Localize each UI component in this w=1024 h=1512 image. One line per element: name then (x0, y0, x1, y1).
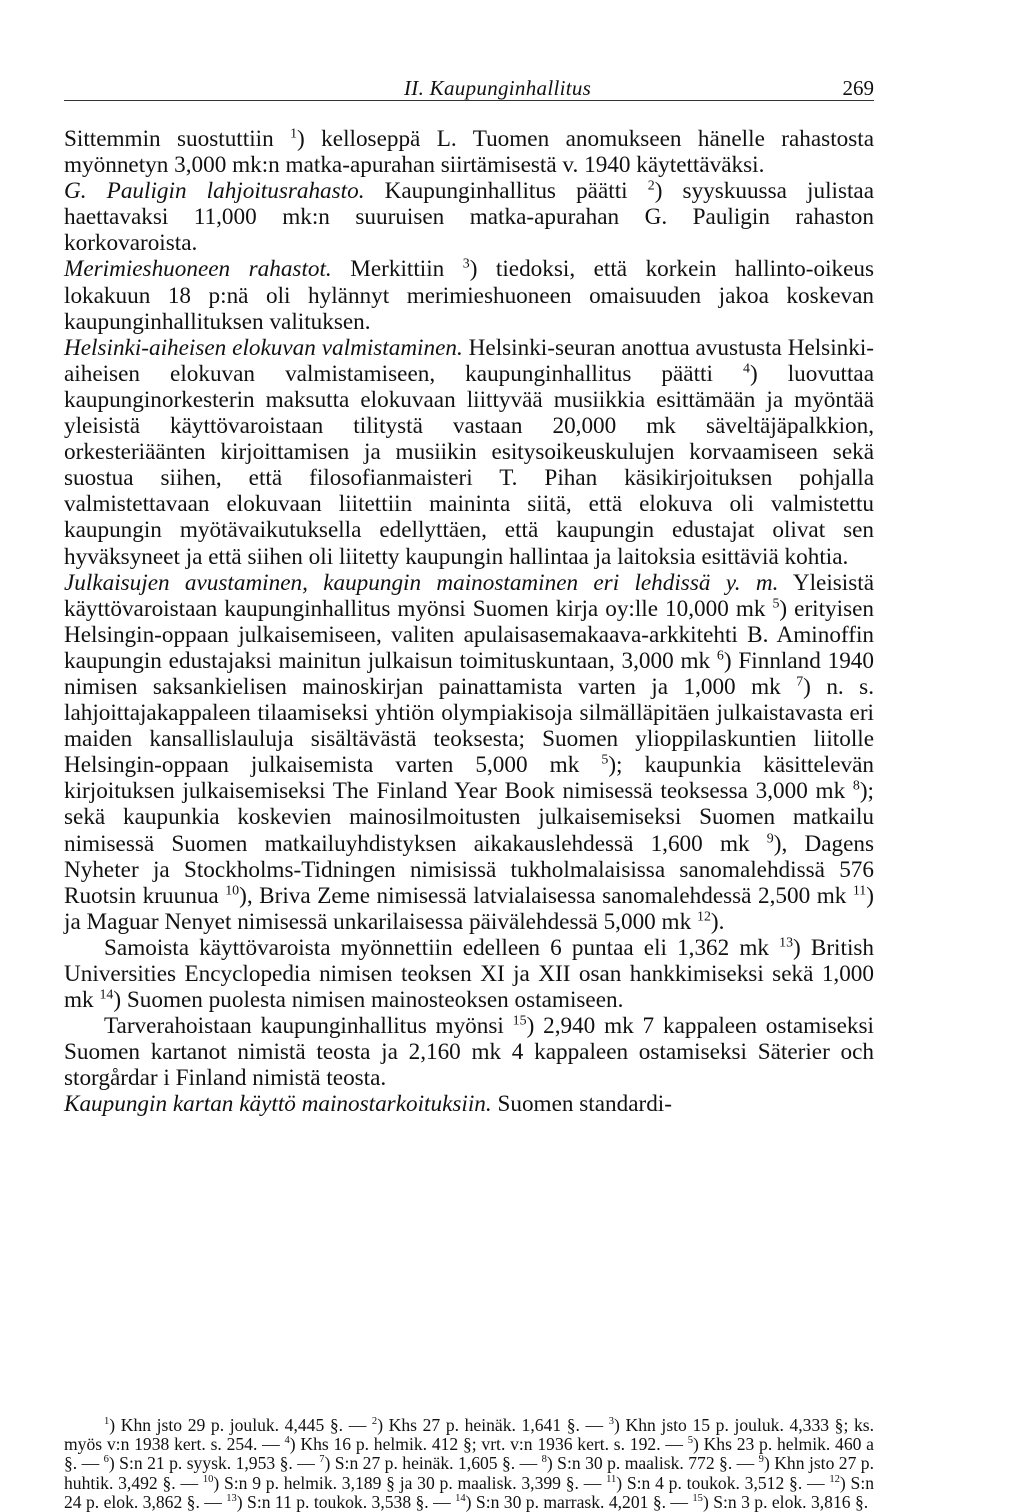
text-run: ) S:n 30 p. maalisk. 772 §. — (546, 1453, 759, 1474)
footnote-ref: 9 (766, 830, 774, 846)
paragraph (64, 935, 874, 1013)
text-run: Tarverahoistaan kaupunginhallitus myönsi (104, 1013, 513, 1040)
text-run: ) Khn jsto 27 p. huhtik. 3,492 §. — (64, 1453, 874, 1493)
footnote-ref: 2 (647, 178, 655, 194)
text-run: ) British Universities Encyclopedia nimisen teoksen XI ja XII osan hankkimiseksi sekä 1,000 mk (64, 934, 875, 1014)
footnote-ref: 3 (462, 256, 470, 272)
text-run: ) S:n 11 p. toukok. 3,538 §. — (236, 1491, 456, 1512)
footnote-ref: 2 (371, 1416, 378, 1428)
paragraph (64, 1013, 874, 1091)
footnote-ref: 8 (541, 1454, 547, 1466)
footnote-ref: 8 (852, 778, 860, 794)
text-run: Yleisistä käyttövaroistaan kaupunginhallitus myönsi Suomen kirja oy:lle 10,000 mk (64, 569, 874, 622)
footnote-ref: 14 (455, 1492, 466, 1504)
paragraph-heading: Julkaisujen avustaminen, kaupungin mainostaminen eri lehdissä y. m. (64, 569, 779, 596)
paragraph (64, 335, 874, 570)
text-run: ) Khs 27 p. heinäk. 1,641 §. — (377, 1415, 609, 1435)
paragraph (64, 570, 874, 935)
text-run: ) S:n 21 p. syysk. 1,953 §. — (108, 1453, 320, 1474)
paragraph (64, 1091, 874, 1117)
page-header (64, 76, 874, 101)
footnote-ref: 15 (692, 1492, 703, 1504)
footnote-ref: 15 (512, 1013, 527, 1029)
text-run: ) S:n 3 p. elok. 3,816 §. (702, 1491, 869, 1512)
footnote-ref: 7 (796, 674, 804, 690)
paragraph-heading: Kaupungin kartan käyttö mainostarkoituksiin. (64, 1091, 492, 1118)
footnote-ref: 7 (319, 1454, 325, 1466)
text-run: ) Suomen puolesta nimisen mainosteoksen ostamiseen. (113, 987, 624, 1014)
footnote-ref: 4 (284, 1435, 290, 1447)
text-run: ), Briva Zeme nimisessä latvialaisessa sanomalehdessä 2,500 mk (239, 882, 853, 909)
text-run: Suomen standardi- (491, 1091, 672, 1118)
text-run: ) n. s. lahjoittajakappaleen tilaamiseksi yhtiön olympiakisoja silmälläpitäen julkaistavasta eri maiden kansallislauluja sisältävästä teoksesta; Suomen ylioppilaskuntien liitolle Helsingin-oppaan julkaisemista varten 5,000 mk (64, 673, 874, 779)
text-run: ) S:n 4 p. toukok. 3,512 §. — (616, 1472, 830, 1493)
text-run: Helsinki-seuran anottua avustusta Helsinki-aiheisen elokuvan valmistamiseen, kaupunginhallitus päätti (64, 334, 874, 387)
footnote-ref: 4 (742, 361, 750, 377)
text-run: Samoista käyttövaroista myönnettiin edelleen 6 puntaa eli 1,362 mk (104, 934, 780, 961)
footnotes (64, 1416, 874, 1512)
paragraph-heading: Merimieshuoneen rahastot. (64, 256, 332, 283)
text-run: ) Khs 16 p. helmik. 412 §; vrt. v:n 1936 kert. s. 192. — (289, 1434, 688, 1455)
text-run: ). (710, 908, 725, 935)
footnote-ref: 11 (852, 882, 867, 898)
footnote-rule (64, 1404, 204, 1405)
footnote-ref: 1 (290, 126, 298, 142)
footnote-ref: 12 (696, 909, 711, 925)
paragraph-heading: G. Pauligin lahjoitusrahasto. (64, 178, 365, 205)
footnote-ref: 5 (687, 1435, 693, 1447)
running-title: II. Kaupunginhallitus (404, 76, 592, 100)
text-run: ) S:n 9 p. helmik. 3,189 § ja 30 p. maalisk. 3,399 §. — (213, 1472, 607, 1493)
paragraph (64, 256, 874, 334)
text-run: ) S:n 24 p. elok. 3,862 §. — (64, 1472, 875, 1512)
text-run: ) Khn jsto 29 p. jouluk. 4,445 §. — (109, 1415, 372, 1435)
paragraph (64, 178, 874, 256)
footnote-ref: 6 (103, 1454, 109, 1466)
footnote-ref: 5 (601, 752, 609, 768)
paragraph-heading: Helsinki-aiheisen elokuvan valmistaminen. (64, 334, 463, 361)
footnote-ref: 13 (226, 1492, 237, 1504)
text-run: ) tiedoksi, että korkein hallinto-oikeus lokakuun 18 p:nä oli hylännyt merimieshuoneen omaisuuden jakoa koskevan kaupunginhallituksen valituksen. (64, 256, 875, 335)
text-run: ) Khn jsto 15 p. jouluk. 4,333 §; ks. myös v:n 1938 kert. s. 254. — (64, 1415, 874, 1455)
text-run: ) ja Maguar Nenyet nimisessä unkarilaisessa päivälehdessä 5,000 mk (64, 882, 874, 935)
text-run: ) Khs 23 p. helmik. 460 a §. — (64, 1434, 874, 1474)
footnote-ref: 10 (225, 882, 240, 898)
footnote-text (64, 1416, 874, 1512)
text-run: ) S:n 30 p. marrask. 4,201 §. — (465, 1491, 693, 1512)
text-run: ) 2,940 mk 7 kappaleen ostamiseksi Suomen kartanot nimistä teosta ja 2,160 mk 4 kappaleen ostamiseksi Säterier och storgårdar i Finland nimistä teosta. (64, 1013, 874, 1092)
footnote-ref: 12 (829, 1473, 840, 1485)
footnote-ref: 11 (606, 1473, 617, 1485)
body-text (64, 126, 874, 1118)
paragraph (64, 126, 874, 178)
text-run: Sittemmin suostuttiin (64, 126, 291, 152)
footnote-ref: 1 (104, 1416, 110, 1428)
footnote-ref: 13 (779, 935, 794, 951)
text-run: ) Finnland 1940 nimisen saksankielisen mainoskirjan painattamista varten ja 1,000 mk (64, 647, 874, 700)
text-run: ) erityisen Helsingin-oppaan julkaisemiseen, valiten apulaisasemakaava-arkkitehti B. Aminoffin kaupungin edustajaksi mainitun julkaisun toimituskuntaan, 3,000 mk (64, 595, 874, 674)
page-number: 269 (842, 76, 874, 100)
text-run: Merkittiin (331, 256, 463, 283)
text-run: ) syyskuussa julistaa haettavaksi 11,000 mk:n suuruisen matka-apurahan G. Pauligin rahaston korkovaroista. (64, 178, 874, 257)
text-run: ) luovuttaa kaupunginorkesterin maksutta elokuvaan liittyvää musiikkia esittämään ja myöntää yleisistä käyttövaroistaan tilitystä vastaan 20,000 mk säveltäjäpalkkion, orkesteriäänten kirjoittamisen ja musiikin esitysoikeuskulujen korvaamiseen sekä suostua siihen, että filosofianmaisteri T. Pihan käsikirjoituksen pohjalla valmistettavaan elokuvaan liitettiin maininta siitä, että elokuva oli valmistettu kaupungin myötävaikutuksella edellyttäen, että kaupungin edustajat olivat sen hyväksyneet ja että siihen oli liitetty kaupungin hallintaa ja laitoksia esittäviä kohtia. (64, 360, 875, 570)
text-run: ) S:n 27 p. heinäk. 1,605 §. — (324, 1453, 542, 1474)
footnote-ref: 10 (202, 1473, 214, 1485)
footnote-ref: 14 (99, 987, 114, 1003)
footnote-ref: 3 (608, 1416, 615, 1428)
footnote-ref: 5 (772, 595, 780, 611)
footnote-ref: 6 (716, 648, 724, 664)
text-run: ); sekä kaupunkia koskevien mainosilmoitusten julkaisemiseksi Suomen matkailu nimisessä Suomen matkailuyhdistyksen aikakauslehdessä 1,600 mk (64, 778, 874, 857)
text-run: ), Dagens Nyheter ja Stockholms-Tidningen nimisissä tukholmalaisissa sanomalehdissä 576 Ruotsin kruunua (64, 830, 874, 909)
text-run: ); kaupunkia käsittelevän kirjoituksen julkaisemiseksi The Finland Year Book nimisessä teoksessa 3,000 mk (64, 752, 874, 805)
text-run: Kaupunginhallitus päätti (364, 178, 648, 205)
text-run: ) kelloseppä L. Tuomen anomukseen hänelle rahastosta myönnetyn 3,000 mk:n matka-apurahan siirtämisestä v. 1940 käytettäväksi. (64, 126, 874, 179)
footnote-ref: 9 (758, 1454, 764, 1466)
